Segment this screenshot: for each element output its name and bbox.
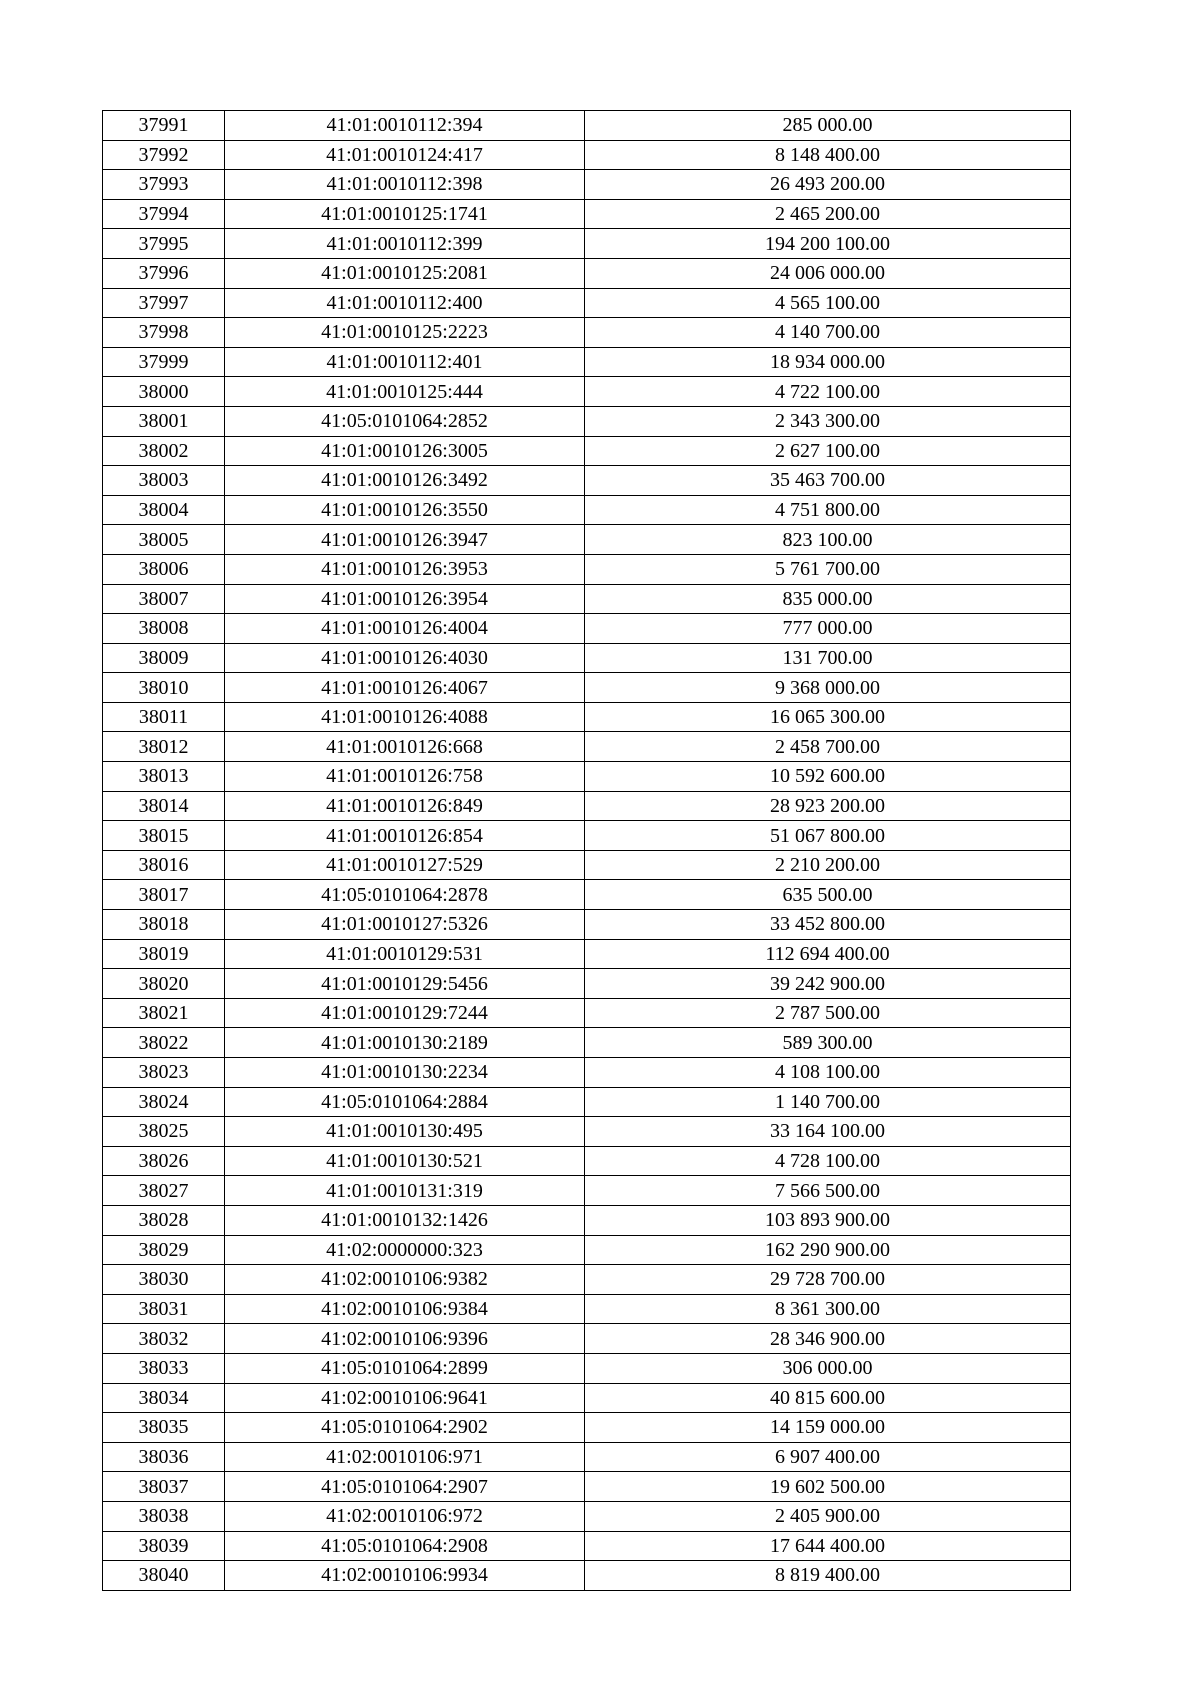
cadastral-number-cell: 41:05:0101064:2852: [225, 406, 585, 436]
row-number-cell: 38035: [103, 1413, 225, 1443]
cadastral-number-cell: 41:01:0010112:398: [225, 170, 585, 200]
table-row: [103, 673, 1071, 703]
table-row: [103, 1413, 1071, 1443]
cadastral-value-cell: 5 761 700.00: [585, 554, 1071, 584]
cadastral-value-cell: 4 722 100.00: [585, 377, 1071, 407]
table-row: [103, 436, 1071, 466]
cadastral-number-cell: 41:02:0010106:9384: [225, 1294, 585, 1324]
cadastral-number-cell: 41:01:0010124:417: [225, 140, 585, 170]
row-number-cell: 38002: [103, 436, 225, 466]
table-row: [103, 1087, 1071, 1117]
row-number-cell: 38005: [103, 525, 225, 555]
table-row: [103, 554, 1071, 584]
row-number-cell: 38001: [103, 406, 225, 436]
row-number-cell: 38022: [103, 1028, 225, 1058]
table-row: [103, 1028, 1071, 1058]
cadastral-value-cell: 4 108 100.00: [585, 1058, 1071, 1088]
cadastral-value-cell: 33 164 100.00: [585, 1117, 1071, 1147]
row-number-cell: 38039: [103, 1531, 225, 1561]
table-row: [103, 111, 1071, 141]
cadastral-number-cell: 41:01:0010126:3954: [225, 584, 585, 614]
cadastral-value-cell: 162 290 900.00: [585, 1235, 1071, 1265]
cadastral-number-cell: 41:02:0010106:9641: [225, 1383, 585, 1413]
table-row: [103, 1235, 1071, 1265]
row-number-cell: 38009: [103, 643, 225, 673]
cadastral-number-cell: 41:02:0010106:971: [225, 1442, 585, 1472]
cadastral-number-cell: 41:05:0101064:2899: [225, 1353, 585, 1383]
table-row: [103, 969, 1071, 999]
row-number-cell: 38030: [103, 1265, 225, 1295]
cadastral-value-cell: 2 627 100.00: [585, 436, 1071, 466]
cadastral-value-cell: 8 148 400.00: [585, 140, 1071, 170]
cadastral-value-cell: 777 000.00: [585, 614, 1071, 644]
cadastral-value-cell: 103 893 900.00: [585, 1205, 1071, 1235]
table-row: [103, 1205, 1071, 1235]
cadastral-value-cell: 14 159 000.00: [585, 1413, 1071, 1443]
table-row: [103, 1146, 1071, 1176]
cadastral-value-cell: 285 000.00: [585, 111, 1071, 141]
cadastral-value-cell: 8 361 300.00: [585, 1294, 1071, 1324]
cadastral-number-cell: 41:01:0010130:521: [225, 1146, 585, 1176]
table-row: [103, 791, 1071, 821]
table-row: [103, 1383, 1071, 1413]
cadastral-number-cell: 41:02:0000000:323: [225, 1235, 585, 1265]
cadastral-value-cell: 1 140 700.00: [585, 1087, 1071, 1117]
table-row: [103, 199, 1071, 229]
cadastral-value-cell: 2 343 300.00: [585, 406, 1071, 436]
table-row: [103, 377, 1071, 407]
cadastral-number-cell: 41:05:0101064:2907: [225, 1472, 585, 1502]
cadastral-value-cell: 2 787 500.00: [585, 998, 1071, 1028]
row-number-cell: 37999: [103, 347, 225, 377]
table-row: [103, 1058, 1071, 1088]
cadastral-number-cell: 41:01:0010127:529: [225, 850, 585, 880]
table-row: [103, 702, 1071, 732]
cadastral-number-cell: 41:01:0010112:399: [225, 229, 585, 259]
row-number-cell: 38017: [103, 880, 225, 910]
cadastral-value-cell: 19 602 500.00: [585, 1472, 1071, 1502]
table-row: [103, 318, 1071, 348]
cadastral-value-cell: 635 500.00: [585, 880, 1071, 910]
table-row: [103, 1501, 1071, 1531]
row-number-cell: 38019: [103, 939, 225, 969]
row-number-cell: 38021: [103, 998, 225, 1028]
cadastral-value-table: [102, 110, 1071, 1591]
cadastral-number-cell: 41:01:0010126:3492: [225, 466, 585, 496]
cadastral-value-cell: 26 493 200.00: [585, 170, 1071, 200]
cadastral-value-cell: 2 465 200.00: [585, 199, 1071, 229]
cadastral-value-cell: 9 368 000.00: [585, 673, 1071, 703]
cadastral-number-cell: 41:02:0010106:9934: [225, 1561, 585, 1591]
table-row: [103, 140, 1071, 170]
table-row: [103, 347, 1071, 377]
table-row: [103, 229, 1071, 259]
row-number-cell: 38028: [103, 1205, 225, 1235]
cadastral-number-cell: 41:02:0010106:9396: [225, 1324, 585, 1354]
cadastral-value-cell: 2 210 200.00: [585, 850, 1071, 880]
table-row: [103, 1442, 1071, 1472]
row-number-cell: 37995: [103, 229, 225, 259]
cadastral-number-cell: 41:01:0010125:1741: [225, 199, 585, 229]
row-number-cell: 38007: [103, 584, 225, 614]
table-row: [103, 1265, 1071, 1295]
table-row: [103, 584, 1071, 614]
cadastral-value-cell: 112 694 400.00: [585, 939, 1071, 969]
cadastral-number-cell: 41:01:0010125:444: [225, 377, 585, 407]
cadastral-number-cell: 41:01:0010125:2081: [225, 258, 585, 288]
row-number-cell: 38036: [103, 1442, 225, 1472]
table-row: [103, 762, 1071, 792]
row-number-cell: 37996: [103, 258, 225, 288]
table-row: [103, 466, 1071, 496]
row-number-cell: 37992: [103, 140, 225, 170]
row-number-cell: 38033: [103, 1353, 225, 1383]
cadastral-value-cell: 35 463 700.00: [585, 466, 1071, 496]
row-number-cell: 38004: [103, 495, 225, 525]
row-number-cell: 38040: [103, 1561, 225, 1591]
cadastral-value-cell: 40 815 600.00: [585, 1383, 1071, 1413]
table-row: [103, 1117, 1071, 1147]
row-number-cell: 37991: [103, 111, 225, 141]
cadastral-value-cell: 8 819 400.00: [585, 1561, 1071, 1591]
cadastral-value-cell: 835 000.00: [585, 584, 1071, 614]
table-row: [103, 614, 1071, 644]
cadastral-value-cell: 131 700.00: [585, 643, 1071, 673]
table-row: [103, 643, 1071, 673]
row-number-cell: 38008: [103, 614, 225, 644]
cadastral-value-cell: 589 300.00: [585, 1028, 1071, 1058]
row-number-cell: 38010: [103, 673, 225, 703]
table-row: [103, 1561, 1071, 1591]
cadastral-number-cell: 41:01:0010126:3953: [225, 554, 585, 584]
row-number-cell: 38032: [103, 1324, 225, 1354]
cadastral-number-cell: 41:01:0010126:4067: [225, 673, 585, 703]
row-number-cell: 38027: [103, 1176, 225, 1206]
row-number-cell: 38018: [103, 910, 225, 940]
table-row: [103, 850, 1071, 880]
cadastral-number-cell: 41:01:0010126:4030: [225, 643, 585, 673]
table-row: [103, 1472, 1071, 1502]
cadastral-number-cell: 41:05:0101064:2878: [225, 880, 585, 910]
row-number-cell: 38000: [103, 377, 225, 407]
cadastral-value-cell: 306 000.00: [585, 1353, 1071, 1383]
row-number-cell: 38016: [103, 850, 225, 880]
cadastral-value-cell: 28 346 900.00: [585, 1324, 1071, 1354]
row-number-cell: 37997: [103, 288, 225, 318]
cadastral-number-cell: 41:01:0010129:5456: [225, 969, 585, 999]
cadastral-value-cell: 4 565 100.00: [585, 288, 1071, 318]
table-row: [103, 288, 1071, 318]
cadastral-value-cell: 16 065 300.00: [585, 702, 1071, 732]
row-number-cell: 38023: [103, 1058, 225, 1088]
table-row: [103, 170, 1071, 200]
cadastral-number-cell: 41:01:0010130:2189: [225, 1028, 585, 1058]
table-row: [103, 1531, 1071, 1561]
table-row: [103, 495, 1071, 525]
table-row: [103, 258, 1071, 288]
row-number-cell: 38014: [103, 791, 225, 821]
table-row: [103, 525, 1071, 555]
cadastral-value-cell: 29 728 700.00: [585, 1265, 1071, 1295]
row-number-cell: 38025: [103, 1117, 225, 1147]
cadastral-value-cell: 6 907 400.00: [585, 1442, 1071, 1472]
cadastral-number-cell: 41:01:0010126:4088: [225, 702, 585, 732]
cadastral-number-cell: 41:01:0010125:2223: [225, 318, 585, 348]
cadastral-number-cell: 41:01:0010126:3550: [225, 495, 585, 525]
cadastral-number-cell: 41:01:0010112:400: [225, 288, 585, 318]
cadastral-value-cell: 194 200 100.00: [585, 229, 1071, 259]
table-row: [103, 1294, 1071, 1324]
cadastral-number-cell: 41:02:0010106:972: [225, 1501, 585, 1531]
row-number-cell: 38003: [103, 466, 225, 496]
cadastral-value-cell: 18 934 000.00: [585, 347, 1071, 377]
cadastral-number-cell: 41:01:0010112:394: [225, 111, 585, 141]
cadastral-number-cell: 41:01:0010126:854: [225, 821, 585, 851]
cadastral-value-cell: 7 566 500.00: [585, 1176, 1071, 1206]
cadastral-number-cell: 41:05:0101064:2884: [225, 1087, 585, 1117]
cadastral-value-cell: 33 452 800.00: [585, 910, 1071, 940]
row-number-cell: 38011: [103, 702, 225, 732]
cadastral-number-cell: 41:01:0010129:7244: [225, 998, 585, 1028]
cadastral-value-cell: 51 067 800.00: [585, 821, 1071, 851]
cadastral-value-cell: 4 140 700.00: [585, 318, 1071, 348]
row-number-cell: 37998: [103, 318, 225, 348]
table-row: [103, 880, 1071, 910]
table-row: [103, 1353, 1071, 1383]
table-row: [103, 821, 1071, 851]
table-row: [103, 1176, 1071, 1206]
cadastral-value-cell: 823 100.00: [585, 525, 1071, 555]
row-number-cell: 37993: [103, 170, 225, 200]
row-number-cell: 38013: [103, 762, 225, 792]
cadastral-number-cell: 41:01:0010132:1426: [225, 1205, 585, 1235]
cadastral-value-cell: 4 728 100.00: [585, 1146, 1071, 1176]
table-row: [103, 910, 1071, 940]
cadastral-number-cell: 41:01:0010130:2234: [225, 1058, 585, 1088]
row-number-cell: 38034: [103, 1383, 225, 1413]
cadastral-number-cell: 41:01:0010130:495: [225, 1117, 585, 1147]
cadastral-number-cell: 41:01:0010126:849: [225, 791, 585, 821]
row-number-cell: 38029: [103, 1235, 225, 1265]
row-number-cell: 38012: [103, 732, 225, 762]
row-number-cell: 38037: [103, 1472, 225, 1502]
table-row: [103, 939, 1071, 969]
row-number-cell: 37994: [103, 199, 225, 229]
cadastral-number-cell: 41:01:0010129:531: [225, 939, 585, 969]
table-row: [103, 406, 1071, 436]
row-number-cell: 38031: [103, 1294, 225, 1324]
row-number-cell: 38038: [103, 1501, 225, 1531]
cadastral-number-cell: 41:01:0010126:3947: [225, 525, 585, 555]
cadastral-value-cell: 2 458 700.00: [585, 732, 1071, 762]
table-row: [103, 998, 1071, 1028]
table-body: [103, 111, 1071, 1591]
row-number-cell: 38024: [103, 1087, 225, 1117]
row-number-cell: 38020: [103, 969, 225, 999]
cadastral-number-cell: 41:05:0101064:2908: [225, 1531, 585, 1561]
cadastral-number-cell: 41:01:0010112:401: [225, 347, 585, 377]
table-row: [103, 732, 1071, 762]
cadastral-number-cell: 41:01:0010131:319: [225, 1176, 585, 1206]
cadastral-value-cell: 39 242 900.00: [585, 969, 1071, 999]
cadastral-value-cell: 17 644 400.00: [585, 1531, 1071, 1561]
cadastral-value-cell: 4 751 800.00: [585, 495, 1071, 525]
cadastral-value-cell: 2 405 900.00: [585, 1501, 1071, 1531]
table-row: [103, 1324, 1071, 1354]
cadastral-number-cell: 41:01:0010126:3005: [225, 436, 585, 466]
cadastral-value-cell: 10 592 600.00: [585, 762, 1071, 792]
cadastral-number-cell: 41:01:0010126:4004: [225, 614, 585, 644]
row-number-cell: 38015: [103, 821, 225, 851]
row-number-cell: 38006: [103, 554, 225, 584]
cadastral-number-cell: 41:01:0010126:758: [225, 762, 585, 792]
cadastral-value-cell: 24 006 000.00: [585, 258, 1071, 288]
cadastral-number-cell: 41:01:0010127:5326: [225, 910, 585, 940]
row-number-cell: 38026: [103, 1146, 225, 1176]
cadastral-number-cell: 41:02:0010106:9382: [225, 1265, 585, 1295]
cadastral-number-cell: 41:01:0010126:668: [225, 732, 585, 762]
cadastral-number-cell: 41:05:0101064:2902: [225, 1413, 585, 1443]
cadastral-value-cell: 28 923 200.00: [585, 791, 1071, 821]
